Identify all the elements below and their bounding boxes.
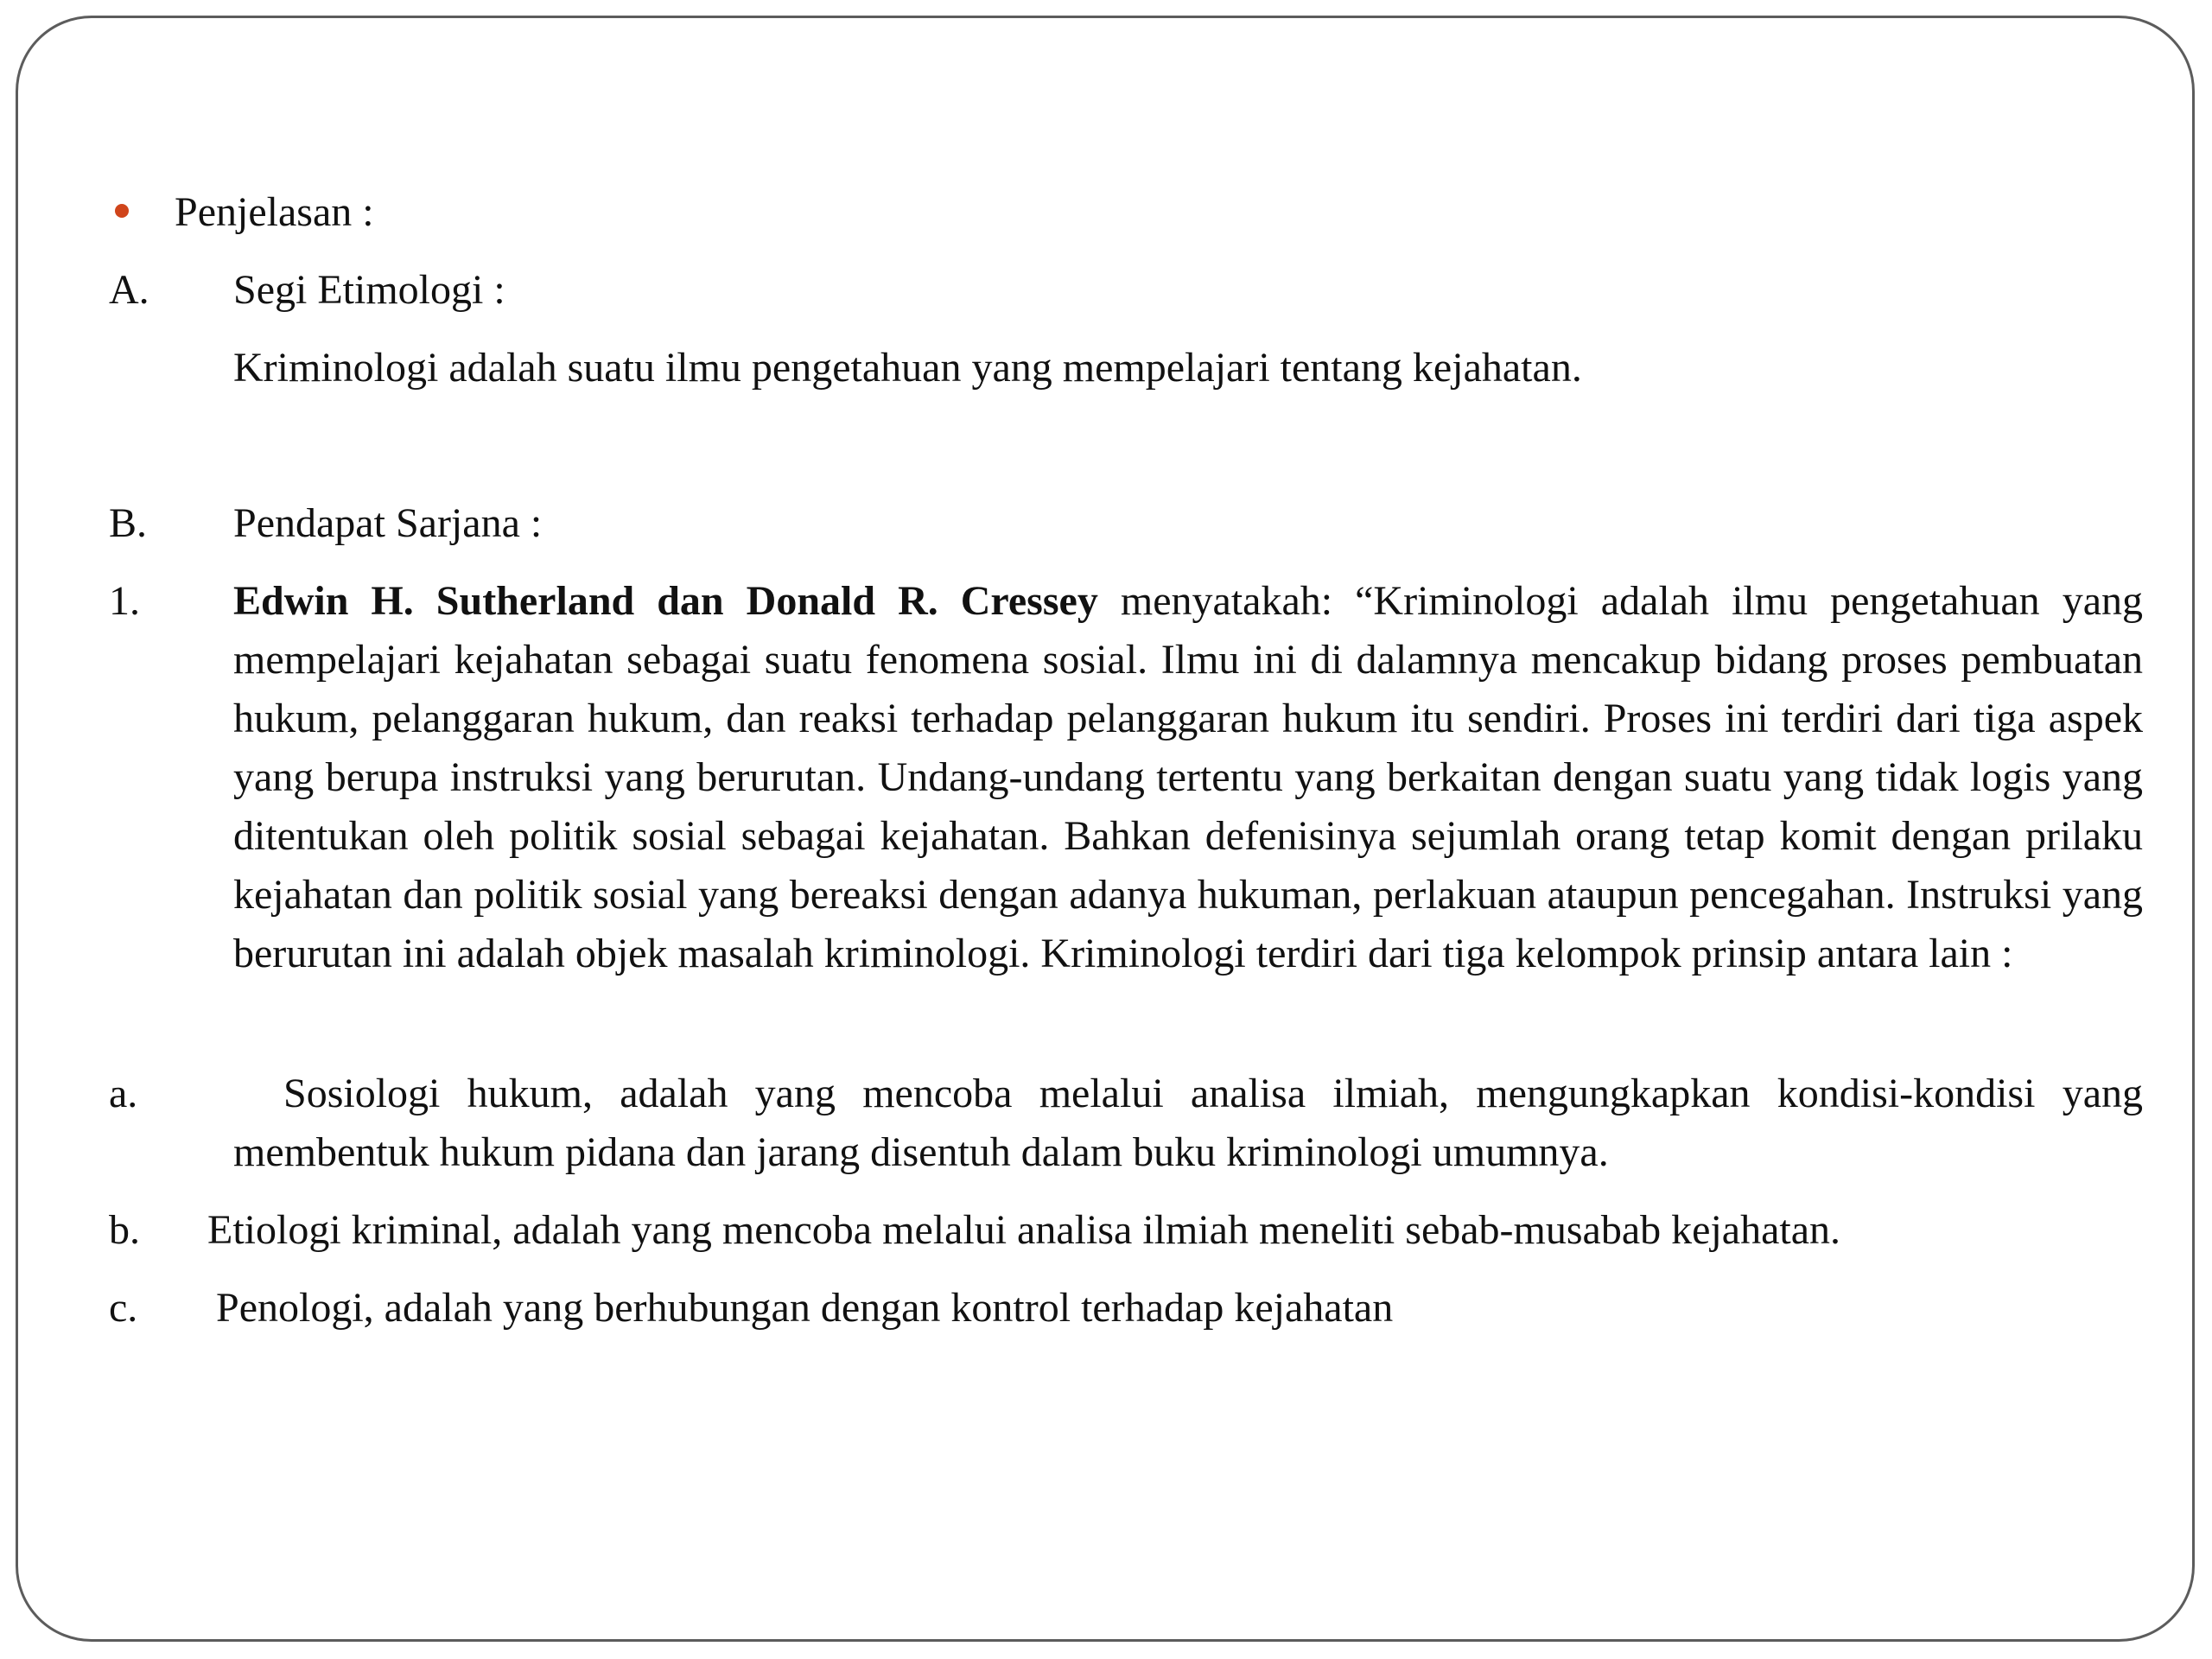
- bullet-dot-icon: [115, 204, 129, 218]
- item-c-marker: c.: [109, 1285, 138, 1331]
- item-b-marker: b.: [109, 1207, 140, 1253]
- item-b-text: Etiologi kriminal, adalah yang mencoba melalui analisa ilmiah meneliti sebab-musabab kejahatan.: [207, 1207, 1841, 1253]
- item-a-text: Sosiologi hukum, adalah yang mencoba melalui analisa ilmiah, mengungkapkan kondisi-kondisi yang membentuk hukum pidana dan jarang disentuh dalam buku kriminologi umumnya.: [233, 1071, 2143, 1175]
- item-1-paragraph: [233, 572, 2143, 983]
- item-c-text: Penologi, adalah yang berhubungan dengan kontrol terhadap kejahatan: [216, 1285, 1394, 1331]
- section-a-title: Segi Etimologi :: [233, 267, 505, 313]
- bullet-heading: Penjelasan :: [175, 189, 374, 235]
- section-a-marker: A.: [109, 267, 149, 313]
- item-1-text: menyatakah: “Kriminologi adalah ilmu pengetahuan yang mempelajari kejahatan sebagai suatu fenomena sosial. Ilmu ini di dalamnya mencakup bidang proses pembuatan hukum, pelanggaran hukum, dan reaksi terhadap pelanggaran hukum itu sendiri. Proses ini terdiri dari tiga aspek yang berupa instruksi yang berurutan. Undang-undang tertentu yang berkaitan dengan suatu yang tidak logis yang ditentukan oleh politik sosial sebagai kejahatan. Bahkan defenisinya sejumlah orang tetap komit dengan prilaku kejahatan dan politik sosial yang bereaksi dengan adanya hukuman, perlakuan ataupun pencegahan. Instruksi yang berurutan ini adalah objek masalah kriminologi. Kriminologi terdiri dari tiga kelompok prinsip antara lain :: [233, 578, 2143, 976]
- item-a-marker: a.: [109, 1071, 138, 1116]
- section-b-marker: B.: [109, 500, 148, 546]
- section-b-title: Pendapat Sarjana :: [233, 500, 543, 546]
- section-a-text: Kriminologi adalah suatu ilmu pengetahuan yang mempelajari tentang kejahatan.: [233, 345, 1582, 391]
- item-1-marker: 1.: [109, 578, 140, 624]
- item-1-authors: Edwin H. Sutherland dan Donald R. Cressey: [233, 578, 1098, 624]
